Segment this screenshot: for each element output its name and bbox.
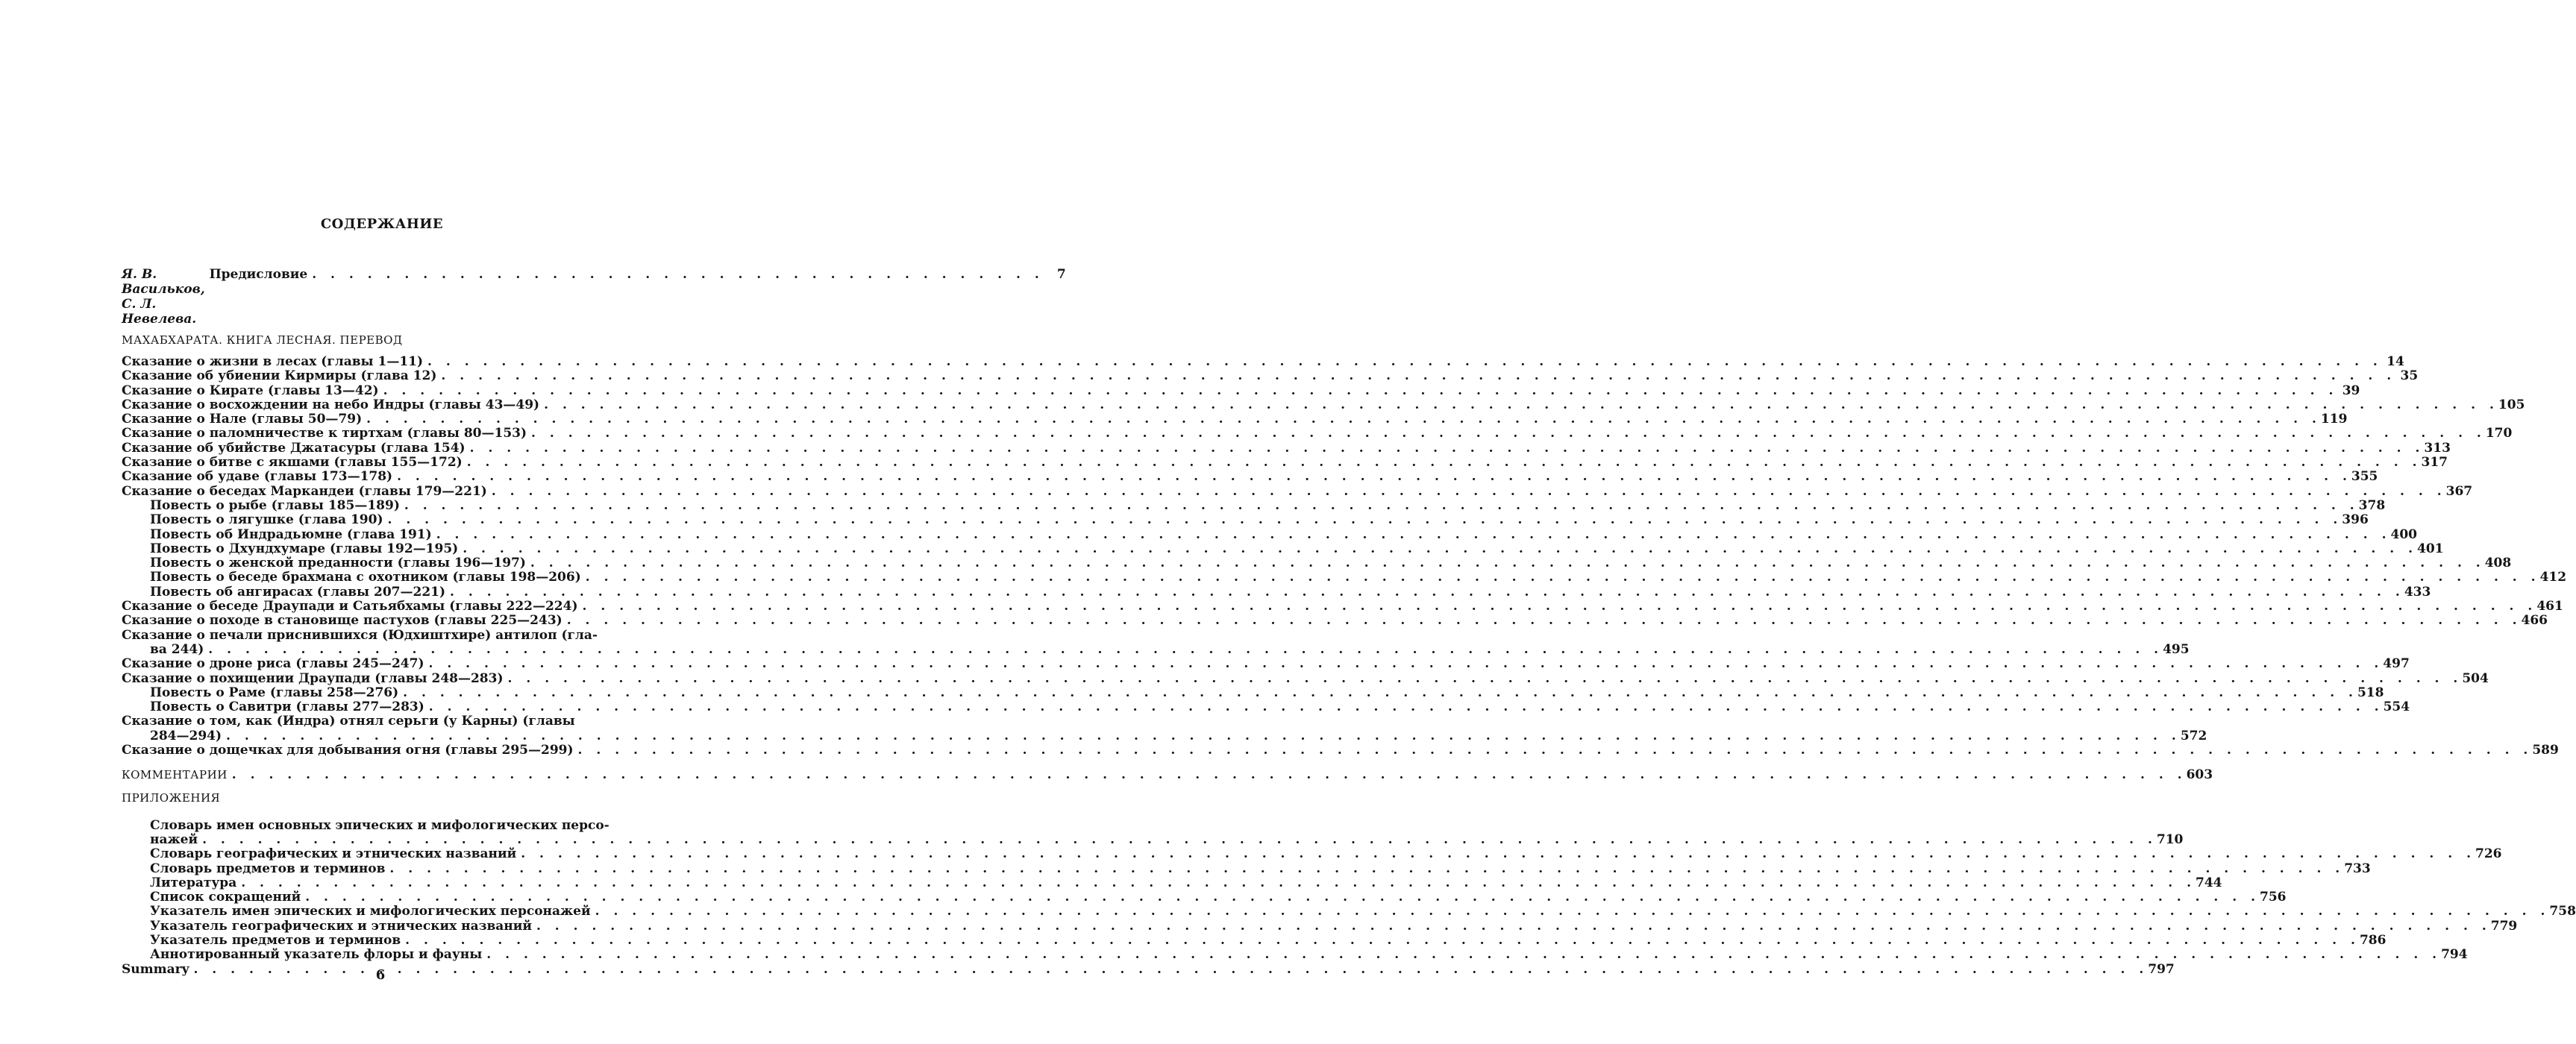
dot-leader bbox=[397, 470, 2347, 484]
toc-entry-wrapped bbox=[122, 817, 2184, 848]
dot-leader bbox=[536, 919, 2486, 934]
toc-entry-wrapped bbox=[122, 714, 2207, 743]
toc-subentry bbox=[122, 699, 2410, 715]
dot-leader bbox=[544, 398, 2494, 412]
dot-leader bbox=[405, 934, 2355, 948]
entry-title: Сказание о беседах Маркандеи (главы 179—221) bbox=[122, 483, 487, 499]
dot-leader bbox=[366, 412, 2316, 427]
entry-continuation-row bbox=[122, 728, 2207, 743]
entry-title: Сказание о дроне риса (главы 245—247) bbox=[122, 656, 424, 672]
page-number: 14 bbox=[2387, 354, 2404, 369]
preface-authors: Я. В. Васильков, С. Л. Невелева. bbox=[122, 267, 205, 327]
dot-leader bbox=[492, 485, 2442, 499]
page-number: 756 bbox=[2260, 890, 2287, 905]
entry-title: Сказание об убийстве Джатасуры (глава 154) bbox=[122, 440, 466, 456]
page-number: 710 bbox=[2156, 831, 2184, 847]
toc-subentry bbox=[122, 497, 2386, 513]
entry-title: Сказание о жизни в лесах (главы 1—11) bbox=[122, 354, 424, 369]
dot-leader bbox=[578, 743, 2528, 758]
page-number: 412 bbox=[2539, 570, 2567, 585]
dot-leader bbox=[389, 862, 2340, 876]
entry-title: Словарь имен основных эпических и мифологических персо- bbox=[150, 817, 609, 833]
page-number: 603 bbox=[2186, 767, 2213, 783]
page-number: 589 bbox=[2532, 743, 2559, 758]
toc-appendix-entry bbox=[122, 875, 2222, 890]
page-number: 313 bbox=[2424, 440, 2451, 456]
page-number: 797 bbox=[2148, 961, 2175, 977]
entry-continuation: ва 244) bbox=[150, 641, 204, 657]
entry-title: Повесть о лягушке (глава 190) bbox=[150, 512, 383, 528]
entry-title: Сказание о том, как (Индра) отнял серьги (у Карны) (главы bbox=[122, 714, 575, 729]
page-number: 396 bbox=[2342, 512, 2369, 528]
page-number: 400 bbox=[2390, 526, 2417, 542]
page-number: 461 bbox=[2536, 599, 2563, 614]
toc-subentry bbox=[122, 526, 2417, 542]
toc-subentry bbox=[122, 570, 2567, 585]
entry-title: Сказание о битве с якшами (главы 155—172) bbox=[122, 455, 463, 471]
entry-title: Указатель имен эпических и мифологических персонажей bbox=[150, 904, 591, 919]
toc-subentry bbox=[122, 584, 2431, 600]
dot-leader bbox=[486, 948, 2436, 962]
page-number: 408 bbox=[2484, 556, 2512, 571]
page-number: 733 bbox=[2344, 861, 2371, 876]
section-heading-appendix: ПРИЛОЖЕНИЯ bbox=[122, 790, 221, 805]
dot-leader bbox=[429, 657, 2379, 671]
entry-title: Повесть о Раме (главы 258—276) bbox=[150, 685, 399, 700]
toc-entry bbox=[122, 743, 2559, 758]
toc-entry bbox=[122, 656, 2410, 672]
toc-subentry bbox=[122, 512, 2369, 528]
entry-title: Словарь предметов и терминов bbox=[150, 861, 386, 876]
entry-title: Сказание о паломничестве к тиртхам (главы 80—153) bbox=[122, 426, 527, 441]
page-number: 7 bbox=[1056, 267, 1066, 282]
page-number: 726 bbox=[2475, 846, 2502, 862]
entry-title: Указатель географических и этнических названий bbox=[150, 918, 532, 934]
toc-entry bbox=[122, 368, 2419, 384]
dot-leader bbox=[586, 570, 2536, 585]
entry-title: Сказание о Нале (главы 50—79) bbox=[122, 412, 363, 427]
page-number: 317 bbox=[2421, 455, 2448, 471]
toc-entry bbox=[122, 354, 2404, 369]
page-number: 504 bbox=[2462, 670, 2489, 686]
page-number: 779 bbox=[2490, 918, 2518, 934]
entry-title: Повесть об ангирасах (главы 207—221) bbox=[150, 584, 446, 600]
dot-leader bbox=[530, 556, 2481, 570]
entry-title: Литература bbox=[150, 875, 237, 890]
toc-appendix-entry bbox=[122, 904, 2576, 919]
table-of-contents bbox=[122, 261, 2576, 977]
toc-entry bbox=[122, 455, 2448, 471]
toc-subentry bbox=[122, 556, 2512, 571]
dot-leader bbox=[202, 833, 2152, 847]
dot-leader bbox=[305, 890, 2255, 905]
page-number: 744 bbox=[2196, 875, 2222, 890]
toc-appendix-entry bbox=[122, 846, 2502, 862]
dot-leader bbox=[427, 355, 2378, 369]
dot-leader bbox=[470, 441, 2420, 456]
entry-title: Повесть о беседе брахмана с охотником (главы 198—206) bbox=[150, 570, 581, 585]
toc-entry bbox=[122, 397, 2525, 412]
page-number: 367 bbox=[2445, 483, 2473, 499]
dot-leader bbox=[463, 542, 2413, 556]
entry-title: Summary bbox=[122, 961, 189, 977]
toc-entry-commentary bbox=[122, 767, 2213, 783]
page-number: 119 bbox=[2320, 412, 2348, 427]
entry-continuation-row bbox=[122, 831, 2184, 847]
toc-appendix-entry bbox=[122, 890, 2287, 905]
entry-title: Сказание о похищении Драупади (главы 248—283) bbox=[122, 670, 504, 686]
entry-title: Сказание о дощечках для добывания огня (главы 295—299) bbox=[122, 743, 574, 758]
page-number: 170 bbox=[2485, 426, 2513, 441]
entry-title: Сказание о печали приснившихся (Юдхиштхире) антилоп (гла- bbox=[122, 627, 598, 643]
dot-leader bbox=[467, 456, 2417, 470]
entry-continuation: 284—294) bbox=[150, 728, 222, 743]
entry-title: Повесть о рыбе (главы 185—189) bbox=[150, 497, 400, 513]
toc-entry bbox=[122, 670, 2489, 686]
toc-entry bbox=[122, 426, 2513, 441]
toc-appendix-entry bbox=[122, 947, 2468, 963]
dot-leader bbox=[595, 905, 2545, 919]
section-heading-translation: МАХАБХАРАТА. КНИГА ЛЕСНАЯ. ПЕРЕВОД bbox=[122, 333, 403, 347]
entry-title: Словарь географических и этнических названий bbox=[150, 846, 517, 862]
dot-leader bbox=[429, 700, 2379, 714]
toc-appendix-entry bbox=[122, 861, 2371, 876]
entry-title: Сказание о беседе Драупади и Сатьябхамы (главы 222—224) bbox=[122, 599, 578, 614]
dot-leader bbox=[567, 614, 2517, 628]
page-number: 758 bbox=[2549, 904, 2576, 919]
toc-entry bbox=[122, 483, 2473, 499]
entry-title: Аннотированный указатель флоры и фауны bbox=[150, 947, 483, 963]
dot-leader bbox=[508, 672, 2458, 686]
page-number: 35 bbox=[2400, 368, 2419, 384]
entry-title: Повесть о женской преданности (главы 196—197) bbox=[150, 556, 526, 571]
dot-leader bbox=[583, 600, 2533, 614]
page-number: 495 bbox=[2163, 641, 2190, 657]
page-number: 355 bbox=[2351, 469, 2378, 485]
page-number: 786 bbox=[2359, 932, 2387, 948]
dot-leader bbox=[531, 427, 2481, 441]
page-number: 554 bbox=[2383, 699, 2410, 715]
page-number: 105 bbox=[2498, 397, 2525, 412]
page-number: 433 bbox=[2404, 584, 2431, 600]
dot-leader bbox=[232, 768, 2182, 782]
page-number: 794 bbox=[2441, 947, 2468, 963]
page-number: 378 bbox=[2358, 497, 2386, 513]
dot-leader: . . . . . . . . . . . . . . . . . . . . . . . . . . . . . . . . . . . . . . . . bbox=[312, 267, 1039, 282]
toc-entry bbox=[122, 412, 2348, 427]
dot-leader bbox=[208, 643, 2158, 657]
page-title: СОДЕРЖАНИЕ bbox=[320, 216, 444, 232]
page-number-footer: 6 bbox=[375, 967, 386, 983]
dot-leader bbox=[436, 528, 2387, 542]
toc-entry bbox=[122, 613, 2548, 629]
dot-leader bbox=[403, 686, 2353, 700]
entry-title: Список сокращений bbox=[150, 890, 301, 905]
entry-title: Сказание об убиении Кирмиры (глава 12) bbox=[122, 368, 437, 384]
dot-leader bbox=[387, 513, 2337, 527]
page-number: 466 bbox=[2521, 613, 2548, 629]
page-number: 39 bbox=[2342, 383, 2360, 398]
toc-entry bbox=[122, 440, 2451, 456]
toc-entry bbox=[122, 469, 2378, 485]
dot-leader bbox=[241, 876, 2191, 890]
entry-continuation-row bbox=[122, 641, 2190, 657]
toc-entry-wrapped bbox=[122, 627, 2190, 658]
toc-subentry bbox=[122, 685, 2384, 700]
entry-continuation: нажей bbox=[150, 831, 198, 847]
entry-title: Указатель предметов и терминов bbox=[150, 932, 401, 948]
preface-label: Предисловие bbox=[209, 267, 308, 282]
dot-leader bbox=[441, 369, 2391, 383]
page-number: 518 bbox=[2357, 685, 2384, 700]
toc-entry-preface bbox=[122, 267, 1066, 327]
dot-leader bbox=[404, 499, 2354, 513]
commentary-label: КОММЕНТАРИИ bbox=[122, 768, 228, 782]
entry-title: Сказание об удаве (главы 173—178) bbox=[122, 469, 393, 485]
toc-entry bbox=[122, 599, 2563, 614]
entry-title: Сказание о восхождении на небо Индры (главы 43—49) bbox=[122, 397, 540, 412]
dot-leader bbox=[383, 384, 2334, 398]
dot-leader bbox=[521, 847, 2471, 861]
toc-entry bbox=[122, 383, 2360, 398]
entry-title: Сказание о походе в становище пастухов (главы 225—243) bbox=[122, 613, 562, 629]
toc-appendix-entry bbox=[122, 932, 2387, 948]
entry-title: Повесть о Савитри (главы 277—283) bbox=[150, 699, 424, 715]
dot-leader bbox=[226, 729, 2176, 743]
page-number: 572 bbox=[2180, 728, 2207, 743]
page-number: 401 bbox=[2417, 541, 2444, 556]
dot-leader bbox=[450, 585, 2400, 600]
entry-title: Сказание о Кирате (главы 13—42) bbox=[122, 383, 379, 398]
toc-subentry bbox=[122, 541, 2444, 556]
page-number: 497 bbox=[2383, 656, 2410, 672]
entry-title: Повесть об Индрадьюмне (глава 191) bbox=[150, 526, 432, 542]
entry-title: Повесть о Дхундхумаре (главы 192—195) bbox=[150, 541, 459, 556]
toc-appendix-entry bbox=[122, 918, 2518, 934]
